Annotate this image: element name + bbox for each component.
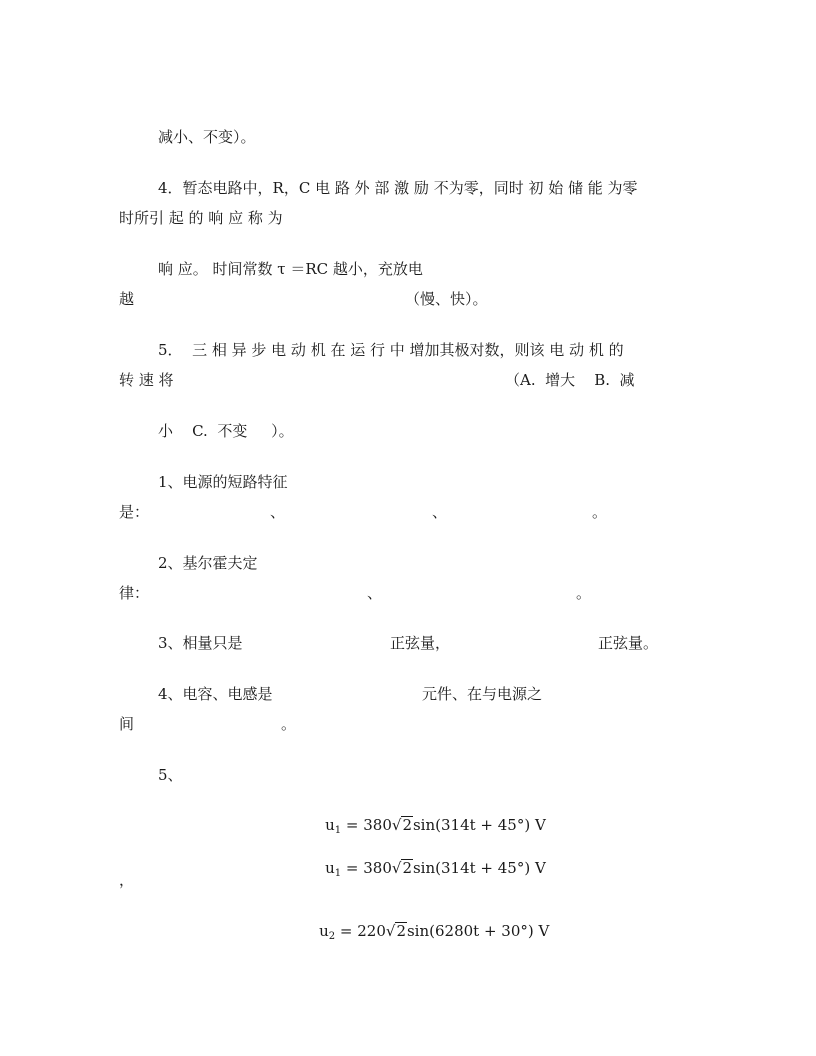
formula-radicand: 2: [402, 859, 412, 877]
formula-rest: sin(314t + 45°) V: [412, 859, 546, 877]
fill-4-line-2-start: 间: [119, 715, 135, 733]
question-5-line-3: 小 C. 不变 ）。: [158, 422, 294, 440]
formula-variable: u: [319, 922, 329, 940]
formula-radicand: 2: [396, 922, 406, 940]
question-5-line-2-start: 转 速 将: [119, 371, 174, 389]
fill-4-line-2-end: 。: [281, 715, 297, 733]
question-4-line-2: 时所引 起 的 响 应 称 为: [119, 209, 283, 227]
fill-1-separator-2: 、: [432, 503, 448, 521]
sqrt-icon: √: [385, 922, 396, 940]
question-4-line-4-end: （慢、快）。: [405, 290, 488, 308]
fill-1-end: 。: [592, 503, 608, 521]
formula-rest: sin(314t + 45°) V: [412, 816, 546, 834]
question-5-options: （A. 增大 B. 减: [505, 371, 635, 389]
fill-4-line-1-start: 4、电容、电感是: [158, 685, 273, 703]
fill-2-line-1: 2、基尔霍夫定: [158, 554, 258, 572]
fill-4-line-1-end: 元件、在与电源之: [422, 685, 543, 703]
sqrt-icon: √: [391, 816, 402, 834]
question-4-line-1: 4．暂态电路中，R，C 电 路 外 部 激 励 不为零，同时 初 始 储 能 为零: [158, 179, 638, 197]
sqrt-icon: √: [391, 859, 402, 877]
fill-2-separator: 、: [367, 584, 383, 602]
formula-equals: = 380: [341, 859, 392, 877]
fill-2-line-2-start: 律：: [119, 584, 150, 602]
fill-3-end: 正弦量。: [598, 634, 659, 652]
fill-1-line-2-start: 是：: [119, 503, 150, 521]
fill-3-middle: 正弦量，: [390, 634, 451, 652]
formula-equals: = 380: [341, 816, 392, 834]
formula-subscript: 1: [334, 868, 342, 879]
formula-variable: u: [325, 816, 335, 834]
formula-equals: = 220: [335, 922, 386, 940]
question-4-line-4-start: 越: [119, 290, 135, 308]
fill-2-end: 。: [576, 584, 592, 602]
formula-u2: [300, 901, 549, 967]
question-5-line-1: 5． 三 相 异 步 电 动 机 在 运 行 中 增加其极对数，则该 电 动 机 的: [158, 341, 624, 359]
text-line-fragment: 减小、不变）。: [158, 128, 256, 146]
formula-rest: sin(6280t + 30°) V: [406, 922, 550, 940]
question-4-line-3: 响 应。 时间常数 τ ＝RC 越小，充放电: [158, 260, 423, 278]
formula-variable: u: [325, 859, 335, 877]
formula-subscript: 1: [334, 825, 342, 836]
fill-1-line-1: 1、电源的短路特征: [158, 473, 288, 491]
fill-3-start: 3、相量只是: [158, 634, 243, 652]
formula-u1-second: [306, 838, 546, 904]
fill-1-separator-1: 、: [270, 503, 286, 521]
fill-5-label: 5、: [158, 766, 183, 784]
comma-separator: ，: [119, 871, 135, 889]
formula-subscript: 2: [328, 931, 336, 942]
formula-radicand: 2: [402, 816, 412, 834]
